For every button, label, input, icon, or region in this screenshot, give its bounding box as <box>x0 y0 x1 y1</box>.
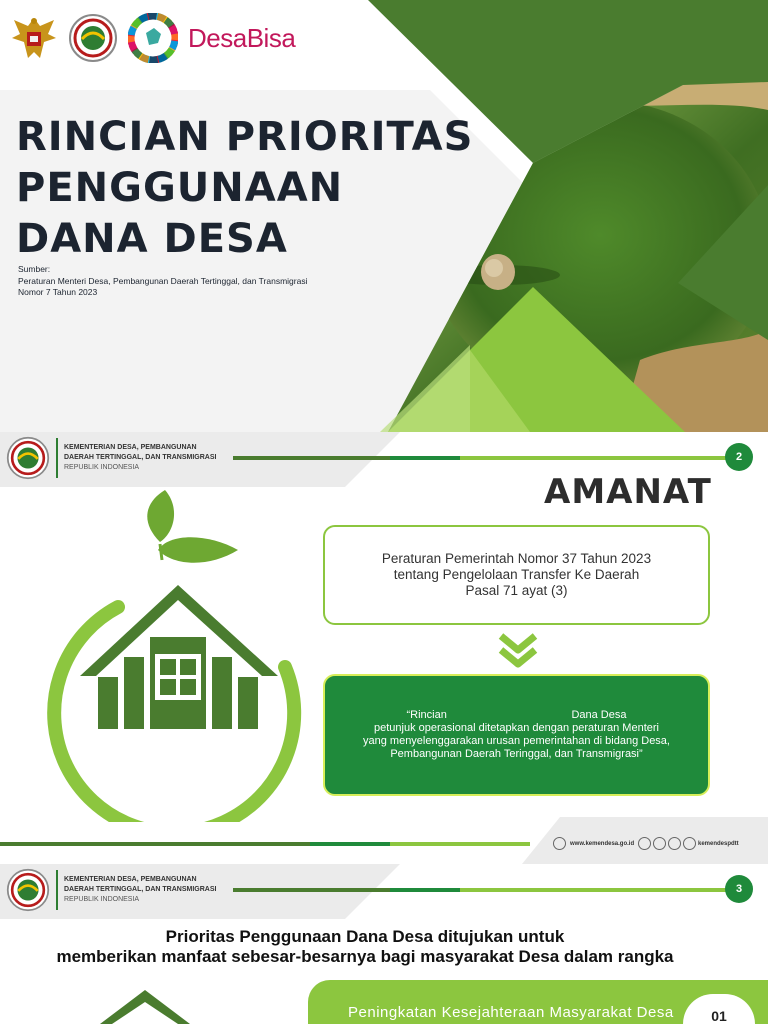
regulation-line: Peraturan Pemerintah Nomor 37 Tahun 2023 <box>381 551 652 566</box>
heading-line: Prioritas Penggunaan Dana Desa ditujukan untuk <box>165 927 565 946</box>
quote-box <box>323 674 710 796</box>
village-house-icon <box>0 432 320 822</box>
priority-item-label: Peningkatan Kesejahteraan Masyarakat Desa <box>348 1004 674 1021</box>
header-lines <box>0 864 768 919</box>
page-number-badge: 2 <box>725 443 753 471</box>
quote-line: yang menyelenggarakan urusan pemerintahan di bidang Desa, <box>363 735 670 747</box>
regulation-line: tentang Pengelolaan Transfer Ke Daerah <box>393 567 640 582</box>
page-number-badge: 3 <box>725 875 753 903</box>
footer-social <box>638 837 739 850</box>
source-line: Peraturan Menteri Desa, Pembangunan Daerah Tertinggal, dan Transmigrasi <box>18 275 308 286</box>
cover-title-line: RINCIAN PRIORITAS <box>16 114 474 160</box>
sdg-wheel-icon <box>128 13 178 63</box>
regulation-line: Pasal 71 ayat (3) <box>465 583 568 598</box>
quote-line: petunjuk operasional ditetapkan dengan peraturan Menteri <box>374 722 659 734</box>
instagram-icon[interactable] <box>653 837 666 850</box>
logo-row <box>10 10 295 66</box>
website-link[interactable]: www.kemendesa.go.id <box>570 840 635 847</box>
youtube-icon[interactable] <box>683 837 696 850</box>
quote-word: “Rincian <box>406 709 447 721</box>
footer-website[interactable] <box>553 837 634 850</box>
house-roof-icon <box>100 988 190 1024</box>
heading-line: memberikan manfaat sebesar-besarnya bagi masyarakat Desa dalam rangka <box>56 947 674 966</box>
regulation-box <box>323 525 710 625</box>
kemendesa-logo-icon <box>68 13 118 63</box>
social-handle: kemendespdtt <box>698 840 739 847</box>
facebook-icon[interactable] <box>638 837 651 850</box>
globe-icon <box>553 837 566 850</box>
quote-word: Dana Desa <box>571 709 627 721</box>
slide-title: AMANAT <box>544 472 712 512</box>
quote-first-line <box>407 709 627 722</box>
amanat-slide <box>0 432 768 864</box>
cover-slide <box>0 0 768 432</box>
quote-line: Pembangunan Daerah Teringgal, dan Transmigrasi” <box>390 748 643 760</box>
priority-slide <box>0 864 768 1024</box>
ministry-name: KEMENTERIAN DESA, PEMBANGUNAN DAERAH TERTINGGAL, DAN TRANSMIGRASI REPUBLIK INDONESIA <box>64 876 217 903</box>
twitter-icon[interactable] <box>668 837 681 850</box>
priority-item-number: 01 <box>683 994 755 1024</box>
source-line: Nomor 7 Tahun 2023 <box>18 287 98 297</box>
priority-heading <box>0 927 730 967</box>
double-chevron-down-icon <box>497 630 539 670</box>
garuda-icon <box>10 12 58 64</box>
cover-title-line: PENGGUNAAN <box>16 165 344 211</box>
source-note <box>18 264 307 299</box>
cover-title-line: DANA DESA <box>16 216 288 262</box>
source-label: Sumber: <box>18 264 51 274</box>
desabisa-logo: DesaBisa <box>188 22 296 53</box>
cover-title <box>16 112 473 265</box>
ministry-name: KEMENTERIAN DESA, PEMBANGUNAN DAERAH TERTINGGAL, DAN TRANSMIGRASI REPUBLIK INDONESIA <box>64 444 217 471</box>
